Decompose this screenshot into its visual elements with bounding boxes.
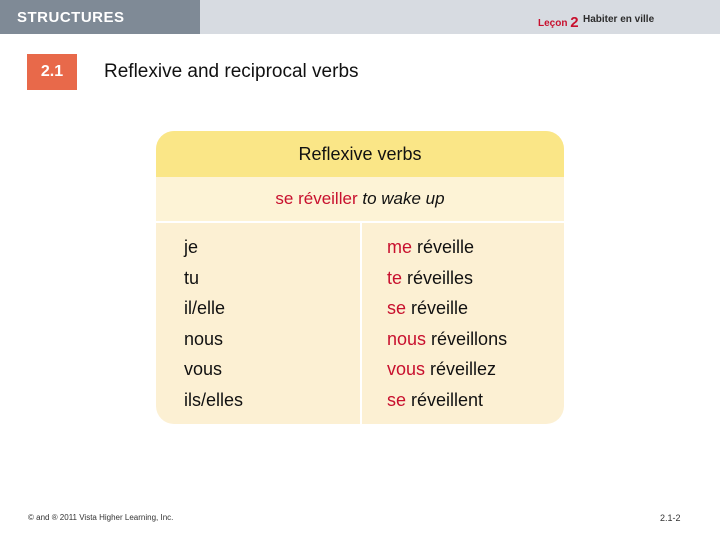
conjugation-vous: [387, 359, 496, 380]
conjugation-ils-elles: [387, 390, 483, 411]
lesson-number: 2: [570, 14, 579, 31]
reflexive-pronoun: te: [387, 268, 403, 288]
section-banner: [0, 0, 200, 34]
conjugation-nous: [387, 329, 507, 350]
section-number-badge: 2.1: [27, 54, 77, 90]
lesson-title: Habiter en ville: [583, 14, 655, 25]
copyright-notice: © and ® 2011 Vista Higher Learning, Inc.: [28, 513, 174, 522]
reflexive-pronoun: se: [387, 390, 407, 410]
pronoun-il-elle: il/elle: [184, 298, 226, 318]
panel-divider-vertical: [360, 223, 362, 424]
pronoun-vous: vous: [184, 359, 223, 379]
pronoun-tu: tu: [184, 268, 200, 288]
lesson-word: Leçon: [538, 18, 568, 29]
conjugation-tu: [387, 268, 473, 289]
page-number: 2.1-2: [660, 513, 681, 523]
conjugation-il-elle: [387, 298, 468, 319]
verb-gloss: to wake up: [362, 189, 445, 208]
pronoun-ils-elles: ils/elles: [184, 390, 244, 410]
reflexive-verbs-panel: [156, 131, 564, 424]
verb-form: réveille: [406, 298, 469, 318]
pronoun-je: je: [184, 237, 199, 257]
verb-form: réveilles: [402, 268, 474, 288]
verb-infinitive: se réveiller: [275, 189, 358, 208]
section-banner-label: STRUCTURES: [17, 9, 125, 26]
verb-form: réveillons: [426, 329, 508, 349]
reflexive-pronoun: me: [387, 237, 413, 257]
reflexive-pronoun: nous: [387, 329, 427, 349]
pronoun-nous: nous: [184, 329, 224, 349]
conjugation-je: [387, 237, 474, 258]
reflexive-pronoun: se: [387, 298, 407, 318]
reflexive-pronoun: vous: [387, 359, 426, 379]
top-header-bar: [0, 0, 720, 34]
lesson-banner: [200, 0, 720, 34]
verb-form: réveillent: [406, 390, 484, 410]
panel-heading: Reflexive verbs: [156, 131, 564, 177]
verb-infinitive-line: [156, 177, 564, 221]
verb-form: réveillez: [425, 359, 497, 379]
section-title: Reflexive and reciprocal verbs: [104, 61, 359, 82]
verb-form: réveille: [412, 237, 475, 257]
lesson-label: [538, 13, 579, 30]
